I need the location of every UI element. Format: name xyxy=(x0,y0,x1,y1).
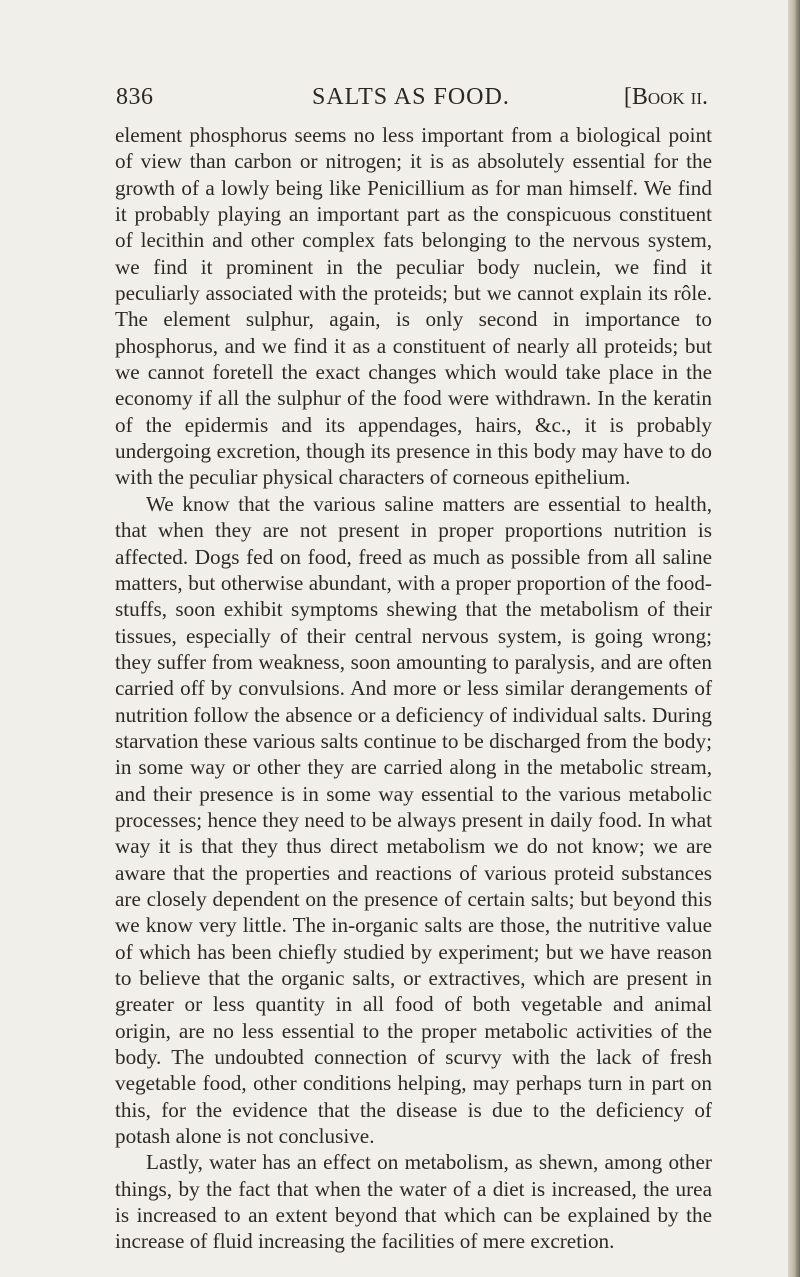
page-binding-edge xyxy=(788,0,800,1277)
running-head xyxy=(116,84,708,118)
body-text xyxy=(115,122,712,1255)
paragraph-phosphorus-sulphur: element phosphorus seems no less important from a biological point of view than carbon or nitrogen; it is as absolutely essential for the growth of a lowly being like Penicillium as for man himself. We find it probably playing an important part as the conspicuous constituent of lecithin and other complex fats belonging to the nervous system, we find it prominent in the peculiar body nuclein, we find it peculiarly associated with the proteids; but we cannot explain its rôle. The element sulphur, again, is only second in importance to phosphorus, and we find it as a constituent of nearly all proteids; but we cannot foretell the exact changes which would take place in the economy if all the sulphur of the food were withdrawn. In the keratin of the epidermis and its appendages, hairs, &c., it is probably undergoing excretion, though its presence in this body may have to do with the peculiar physical characters of corneous epithelium. xyxy=(115,123,712,490)
running-title: SALTS AS FOOD. xyxy=(312,84,510,110)
paragraph-water-metabolism: Lastly, water has an effect on metabolism, as shewn, among other things, by the fact that when the water of a diet is increased, the urea is increased to an extent beyond that which can be explained by the increase of fluid increasing the facilities of mere excretion. xyxy=(115,1150,712,1254)
book-reference: [Book ii. xyxy=(623,84,708,110)
paragraph-saline-matters: We know that the various saline matters are essential to health, that when they are not present in proper proportions nutrition is affected. Dogs fed on food, freed as much as possible from all saline matters, but otherwise abundant, with a proper proportion of the food-stuffs, soon exhibit symptoms shewing that the metabolism of their tissues, especially of their central nervous system, is going wrong; they suffer from weakness, soon amounting to paralysis, and are often carried off by convulsions. And more or less similar derangements of nutrition follow the absence or a deficiency of individual salts. During starvation these various salts continue to be discharged from the body; in some way or other they are carried along in the metabolic stream, and their presence is in some way essential to the various metabolic processes; hence they need to be always present in daily food. In what way it is that they thus direct metabolism we do not know; we are aware that the properties and reactions of various proteid substances are closely dependent on the presence of certain salts; but beyond this we know very little. The in-organic salts are those, the nutritive value of which has been chiefly studied by experiment; but we have reason to believe that the organic salts, or extractives, which are present in greater or less quantity in all food of both vegetable and animal origin, are no less essential to the proper metabolic activities of the body. The undoubted connection of scurvy with the lack of fresh vegetable food, other conditions helping, may perhaps turn in part on this, for the evidence that the disease is due to the deficiency of potash alone is not conclusive. xyxy=(115,491,712,1149)
page-number: 836 xyxy=(116,84,154,110)
